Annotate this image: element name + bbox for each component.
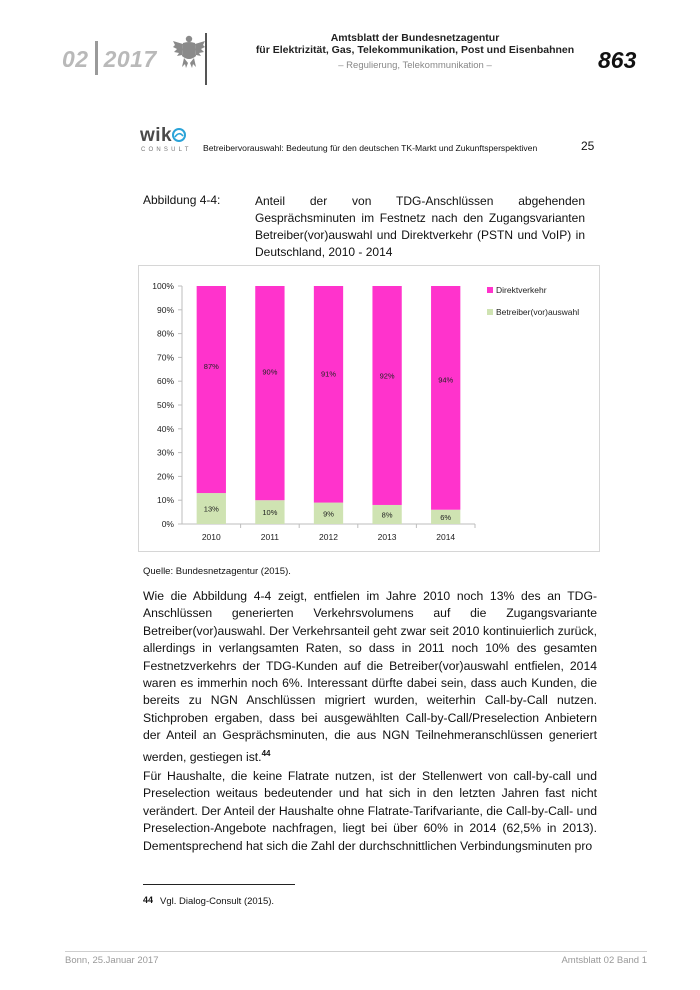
bar-direktverkehr-2010: [197, 286, 226, 493]
paragraph-2: Für Haushalte, die keine Flatrate nutzen, ist der Stellenwert von call-by-call und Preselection weitaus bedeutender und hat sich in den letzten Jahren fast nicht verändert. Der Anteil der Haushalte ohne Flatrate-Tarifvariante, die Call-by-Call- und Preselection-Angebote nachfragen, liegt bei über 60% in 2014 (62,5% in 2013). Dementsprechend hat sich die Zahl der durchschnittlichen Verbindungsminuten pro: [143, 769, 597, 853]
footnote-divider: [143, 884, 295, 885]
x-tick-label: 2012: [319, 532, 338, 542]
y-tick-label: 30%: [156, 447, 174, 458]
wik-logo: wik: [140, 125, 173, 146]
bar-direktverkehr-2011: [255, 286, 284, 500]
footnote-text: Vgl. Dialog-Consult (2015).: [160, 896, 275, 907]
publication-title-line1: Amtsblatt der Bundesnetzagentur: [330, 32, 500, 44]
report-title: Betreibervorauswahl: Bedeutung für den deutschen TK-Markt und Zukunftsperspektiven: [203, 143, 538, 153]
paragraph-1-text: Wie die Abbildung 4-4 zeigt, entfielen im Jahre 2010 noch 13% des an TDG-Anschlüssen generierten Verkehrsvolumens auf die Zugangsvariante Betreiber(vor)auswahl. Der Verkehrsanteil geht zwar seit 2010 kontinuierlich zurück, allerdings in verlangsamten Raten, so dass in 2011 noch 10% des gesamten Festnetzverkehrs der TDG-Kunden auf die Betreiber(vor)auswahl entfielen, 2014 waren es immerhin noch 6%. Interessant dürfte dabei sein, dass auch Kunden, die bereits zu NGN Anschlüssen migriert wurden, weiterhin Call-by-Call nutzen. Stichproben ergaben, dass bei ausgewählten Call-by-Call/Preselection Anbietern der Anteil an Gesprächsminuten, die aus NGN Teilnehmeranschlüssen generiert werden, gestiegen ist.: [143, 589, 597, 764]
paragraph-1: [143, 588, 597, 766]
publication-title-line2: für Elektrizität, Gas, Telekommunikation, Post und Eisenbahnen: [255, 44, 575, 56]
legend-label: Betreiber(vor)auswahl: [496, 307, 580, 317]
federal-eagle-icon: [172, 34, 206, 70]
y-tick-label: 50%: [156, 400, 174, 410]
page-number: 863: [598, 47, 637, 73]
x-tick-label: 2013: [377, 532, 397, 542]
legend-swatch: [487, 309, 493, 315]
legend-swatch: [487, 287, 493, 293]
x-tick-label: 2010: [201, 532, 221, 542]
report-page-number: 25: [581, 139, 595, 153]
footer-divider: [65, 951, 647, 952]
publication-title: [215, 32, 615, 56]
legend-label: Direktverkehr: [496, 285, 547, 295]
data-label: 94%: [438, 375, 454, 385]
wik-logo-mark-icon: [172, 128, 186, 142]
bar-direktverkehr-2012: [314, 286, 343, 503]
publication-subtitle: – Regulierung, Telekommunikation –: [338, 60, 492, 71]
wik-logo-subtext: CONSULT: [141, 147, 192, 153]
data-label: 90%: [262, 367, 278, 377]
x-tick-label: 2011: [260, 532, 280, 542]
header-divider: [205, 33, 207, 85]
data-label: 6%: [440, 512, 452, 522]
footer-date: Bonn, 25.Januar 2017: [65, 955, 159, 966]
y-tick-label: 70%: [156, 352, 174, 363]
footer-issue: Amtsblatt 02 Band 1: [561, 955, 647, 966]
y-tick-label: 80%: [156, 328, 174, 339]
data-label: 13%: [203, 504, 219, 514]
stacked-bar-chart: [139, 266, 599, 551]
issue-year: 2017: [103, 46, 157, 73]
footnote-number: 44: [143, 895, 154, 905]
data-label: 9%: [323, 509, 334, 519]
footnote-reference[interactable]: 44: [261, 748, 271, 758]
issue-number: 02: [62, 46, 89, 73]
bar-direktverkehr-2014: [431, 286, 460, 510]
data-label: 91%: [320, 369, 337, 379]
issue-separator: [95, 41, 98, 75]
y-tick-label: 100%: [152, 281, 174, 291]
y-tick-label: 40%: [156, 423, 174, 434]
y-tick-label: 10%: [156, 495, 174, 506]
data-label: 92%: [379, 371, 395, 381]
y-tick-label: 90%: [156, 304, 174, 315]
data-label: 87%: [203, 361, 219, 371]
y-tick-label: 20%: [156, 471, 174, 482]
x-tick-label: 2014: [436, 532, 456, 542]
data-label: 8%: [381, 510, 393, 520]
chart-frame: [138, 265, 600, 552]
figure-label: Abbildung 4-4:: [143, 193, 221, 207]
data-label: 10%: [262, 508, 278, 518]
bar-direktverkehr-2013: [372, 286, 401, 505]
y-tick-label: 0%: [161, 519, 174, 529]
issue-label: [62, 44, 157, 78]
y-tick-label: 60%: [156, 376, 174, 387]
figure-source: Quelle: Bundesnetzagentur (2015).: [143, 566, 291, 577]
figure-caption: Anteil der von TDG-Anschlüssen abgehenden Gesprächsminuten im Festnetz nach den Zugangsvarianten Betreiber(vor)auswahl und Direktverkehr (PSTN und VoIP) in Deutschland, 2010 - 2014: [255, 194, 585, 259]
